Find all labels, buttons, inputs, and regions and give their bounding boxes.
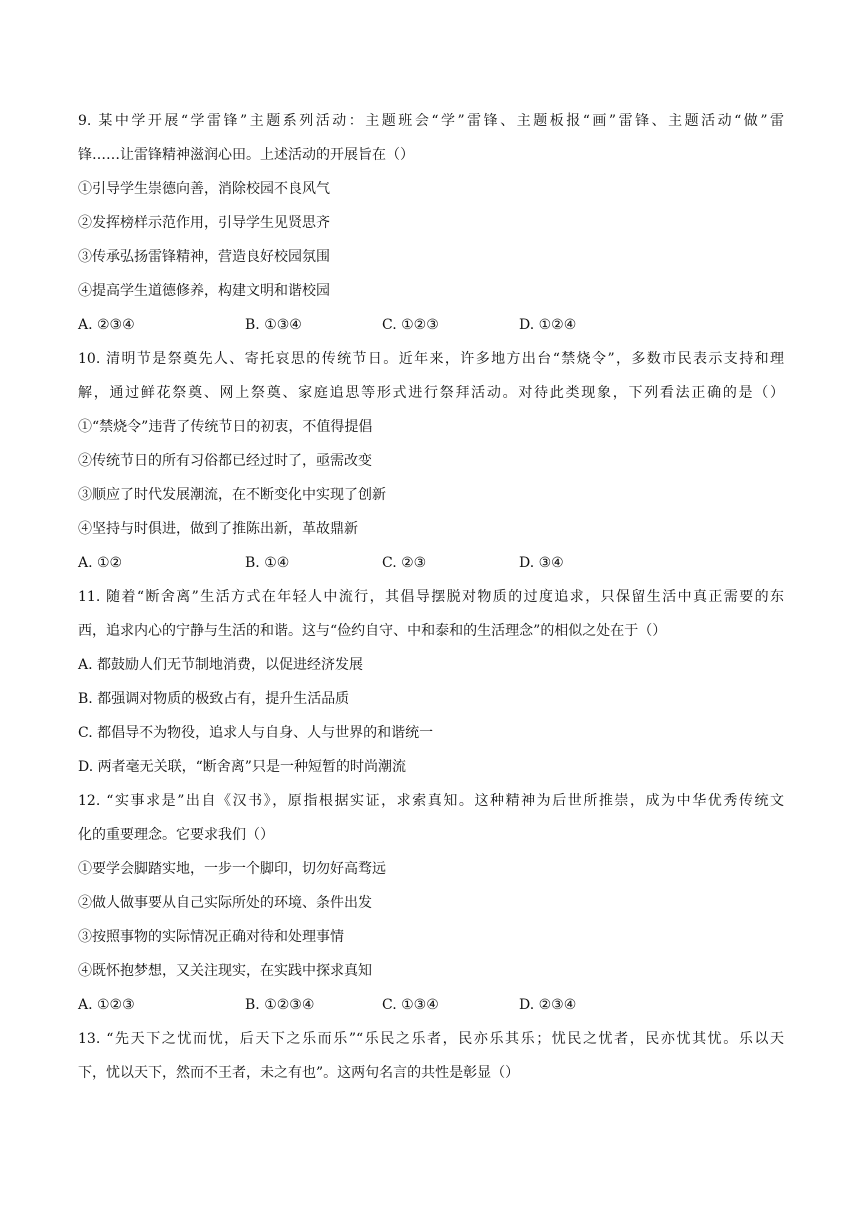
q9-option-d: D. ①②④: [519, 317, 577, 333]
q11-stem-line2: 西，追求内心的宁静与生活的和谐。这与“俭约自守、中和泰和的生活理念”的相似之处在于（）: [78, 623, 667, 639]
q9-option-b: B. ①③④: [245, 317, 302, 333]
q12-item-3: ③按照事物的实际情况正确对待和处理事情: [78, 929, 344, 945]
q12-item-1: ①要学会脚踏实地，一步一个脚印，切勿好高骛远: [78, 861, 386, 877]
q10-stem-line2: 解，通过鲜花祭奠、网上祭奠、家庭追思等形式进行祭拜活动。对待此类现象，下列看法正确的是（）: [78, 385, 784, 401]
q13-stem-line1: 13. “先天下之忧而忧，后天下之乐而乐”“乐民之乐者，民亦乐其乐；忧民之忧者，民亦忧其忧。乐以天: [78, 1031, 784, 1047]
q10-item-2: ②传统节日的所有习俗都已经过时了，亟需改变: [78, 453, 372, 469]
q10-item-3: ③顺应了时代发展潮流，在不断变化中实现了创新: [78, 487, 386, 503]
q10-item-4: ④坚持与时俱进，做到了推陈出新，革故鼎新: [78, 521, 358, 537]
q11-option-a: A. 都鼓励人们无节制地消费，以促进经济发展: [78, 657, 364, 673]
q10-options: [78, 553, 784, 573]
q9-item-3: ③传承弘扬雷锋精神，营造良好校园氛围: [78, 249, 330, 265]
q12-item-2: ②做人做事要从自己实际所处的环境、条件出发: [78, 895, 372, 911]
q9-option-c: C. ①②③: [382, 317, 439, 333]
q13-stem-line2: 下，忧以天下，然而不王者，未之有也”。这两句名言的共性是彰显（）: [78, 1065, 520, 1081]
q9-options: [78, 315, 784, 335]
q9-item-2: ②发挥榜样示范作用，引导学生见贤思齐: [78, 215, 330, 231]
q12-option-b: B. ①②③④: [245, 997, 315, 1013]
q12-option-c: C. ①③④: [382, 997, 439, 1013]
q11-option-b: B. 都强调对物质的极致占有，提升生活品质: [78, 691, 350, 707]
q11-option-c: C. 都倡导不为物役，追求人与自身、人与世界的和谐统一: [78, 725, 434, 741]
q9-option-a: A. ②③④: [78, 317, 135, 333]
q12-options: [78, 995, 784, 1015]
q9-item-4: ④提高学生道德修养，构建文明和谐校园: [78, 283, 330, 299]
q12-stem-line1: 12. “实事求是”出自《汉书》，原指根据实证，求索真知。这种精神为后世所推崇，成为中华优秀传统文: [78, 793, 784, 809]
q12-item-4: ④既怀抱梦想，又关注现实，在实践中探求真知: [78, 963, 372, 979]
q12-stem-line2: 化的重要理念。它要求我们（）: [78, 827, 274, 843]
q11-stem-line1: 11. 随着“断舍离”生活方式在年轻人中流行，其倡导摆脱对物质的过度追求，只保留生活中真正需要的东: [78, 589, 784, 605]
q9-stem-line2: 锋……让雷锋精神滋润心田。上述活动的开展旨在（）: [78, 147, 414, 163]
q10-option-b: B. ①④: [245, 555, 290, 571]
q11-option-d: D. 两者毫无关联，“断舍离”只是一种短暂的时尚潮流: [78, 759, 406, 775]
q10-option-d: D. ③④: [519, 555, 564, 571]
q9-item-1: ①引导学生崇德向善，消除校园不良风气: [78, 181, 330, 197]
q10-stem-line1: 10. 清明节是祭奠先人、寄托哀思的传统节日。近年来，许多地方出台“禁烧令”，多数市民表示支持和理: [78, 351, 784, 367]
q10-item-1: ①“禁烧令”违背了传统节日的初衷，不值得提倡: [78, 419, 373, 435]
q12-option-d: D. ②③④: [519, 997, 577, 1013]
q10-option-a: A. ①②: [78, 555, 123, 571]
q10-option-c: C. ②③: [382, 555, 427, 571]
q9-stem-line1: 9. 某中学开展“学雷锋”主题系列活动：主题班会“学”雷锋、主题板报“画”雷锋、主题活动“做”雷: [78, 113, 784, 129]
q12-option-a: A. ①②③: [78, 997, 135, 1013]
